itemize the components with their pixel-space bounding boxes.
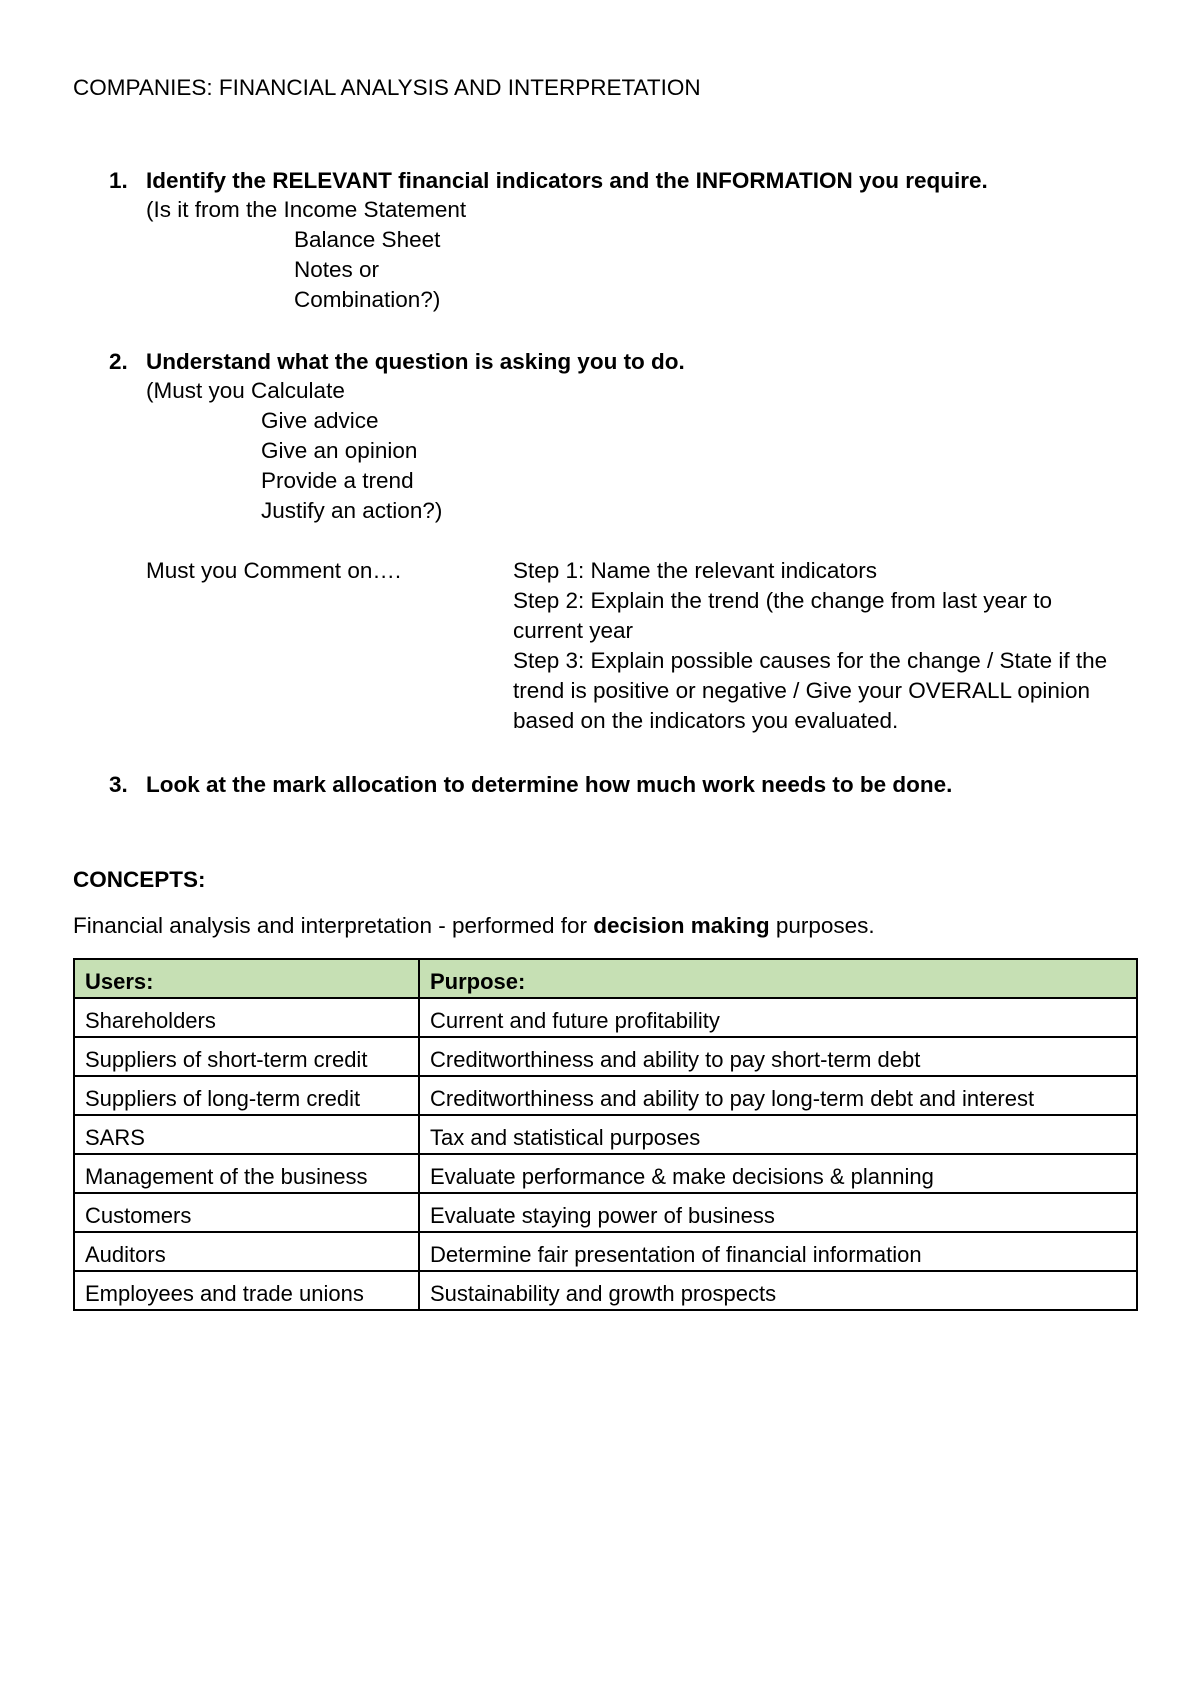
step-detail: Combination?): [294, 287, 441, 312]
table-header-row: [74, 959, 1137, 998]
step-heading: Understand what the question is asking you to do.: [146, 349, 685, 374]
step-heading: Look at the mark allocation to determine how much work needs to be done.: [146, 772, 953, 797]
purpose-cell: Evaluate staying power of business: [419, 1193, 1137, 1232]
intro-text-end: purposes.: [769, 913, 875, 938]
step-detail: Provide a trend: [261, 468, 414, 493]
intro-text: Financial analysis and interpretation - performed for: [73, 913, 594, 938]
purpose-cell: Determine fair presentation of financial information: [419, 1232, 1137, 1271]
user-cell: Shareholders: [74, 998, 419, 1037]
user-cell: SARS: [74, 1115, 419, 1154]
table-row: [74, 1076, 1137, 1115]
comment-step-1: Step 1: Name the relevant indicators: [513, 558, 877, 583]
user-cell: Employees and trade unions: [74, 1271, 419, 1310]
table-row: [74, 998, 1137, 1037]
intro-emphasis: decision making: [593, 913, 770, 938]
user-cell: Management of the business: [74, 1154, 419, 1193]
document-title: COMPANIES: FINANCIAL ANALYSIS AND INTERPRETATION: [73, 75, 701, 100]
table-row: [74, 1154, 1137, 1193]
step-detail: Justify an action?): [261, 498, 443, 523]
step-detail: Balance Sheet: [294, 227, 441, 252]
user-cell: Suppliers of long-term credit: [74, 1076, 419, 1115]
purpose-cell: Creditworthiness and ability to pay short-term debt: [419, 1037, 1137, 1076]
concepts-intro: [73, 911, 875, 941]
step-detail: (Must you Calculate: [146, 378, 345, 403]
comment-steps: [513, 556, 1123, 736]
comment-step-2: Step 2: Explain the trend (the change from last year to current year: [513, 588, 1053, 643]
step-detail: Give an opinion: [261, 438, 418, 463]
step-number: 3.: [109, 772, 128, 797]
table-row: [74, 1271, 1137, 1310]
column-header-purpose: Purpose:: [419, 959, 1137, 998]
purpose-cell: Creditworthiness and ability to pay long-term debt and interest: [419, 1076, 1137, 1115]
table-row: [74, 1037, 1137, 1076]
concepts-heading: CONCEPTS:: [73, 867, 206, 892]
comment-step-3: Step 3: Explain possible causes for the change / State if the trend is positive or negative / Give your OVERALL opinion based on the indicators you evaluated.: [513, 648, 1108, 733]
table-row: [74, 1115, 1137, 1154]
step-detail: (Is it from the Income Statement: [146, 197, 467, 222]
step-detail: Give advice: [261, 408, 379, 433]
table-row: [74, 1193, 1137, 1232]
user-cell: Suppliers of short-term credit: [74, 1037, 419, 1076]
users-purpose-table: [73, 958, 1138, 1311]
step-heading: Identify the RELEVANT financial indicators and the INFORMATION you require.: [146, 168, 988, 193]
step-number: 1.: [109, 168, 128, 193]
purpose-cell: Sustainability and growth prospects: [419, 1271, 1137, 1310]
user-cell: Auditors: [74, 1232, 419, 1271]
step-detail: Notes or: [294, 257, 380, 282]
document-page: [73, 0, 1143, 1696]
table-row: [74, 1232, 1137, 1271]
purpose-cell: Current and future profitability: [419, 998, 1137, 1037]
column-header-users: Users:: [74, 959, 419, 998]
step-number: 2.: [109, 349, 128, 374]
purpose-cell: Tax and statistical purposes: [419, 1115, 1137, 1154]
comment-label: Must you Comment on….: [146, 558, 402, 583]
user-cell: Customers: [74, 1193, 419, 1232]
purpose-cell: Evaluate performance & make decisions & planning: [419, 1154, 1137, 1193]
